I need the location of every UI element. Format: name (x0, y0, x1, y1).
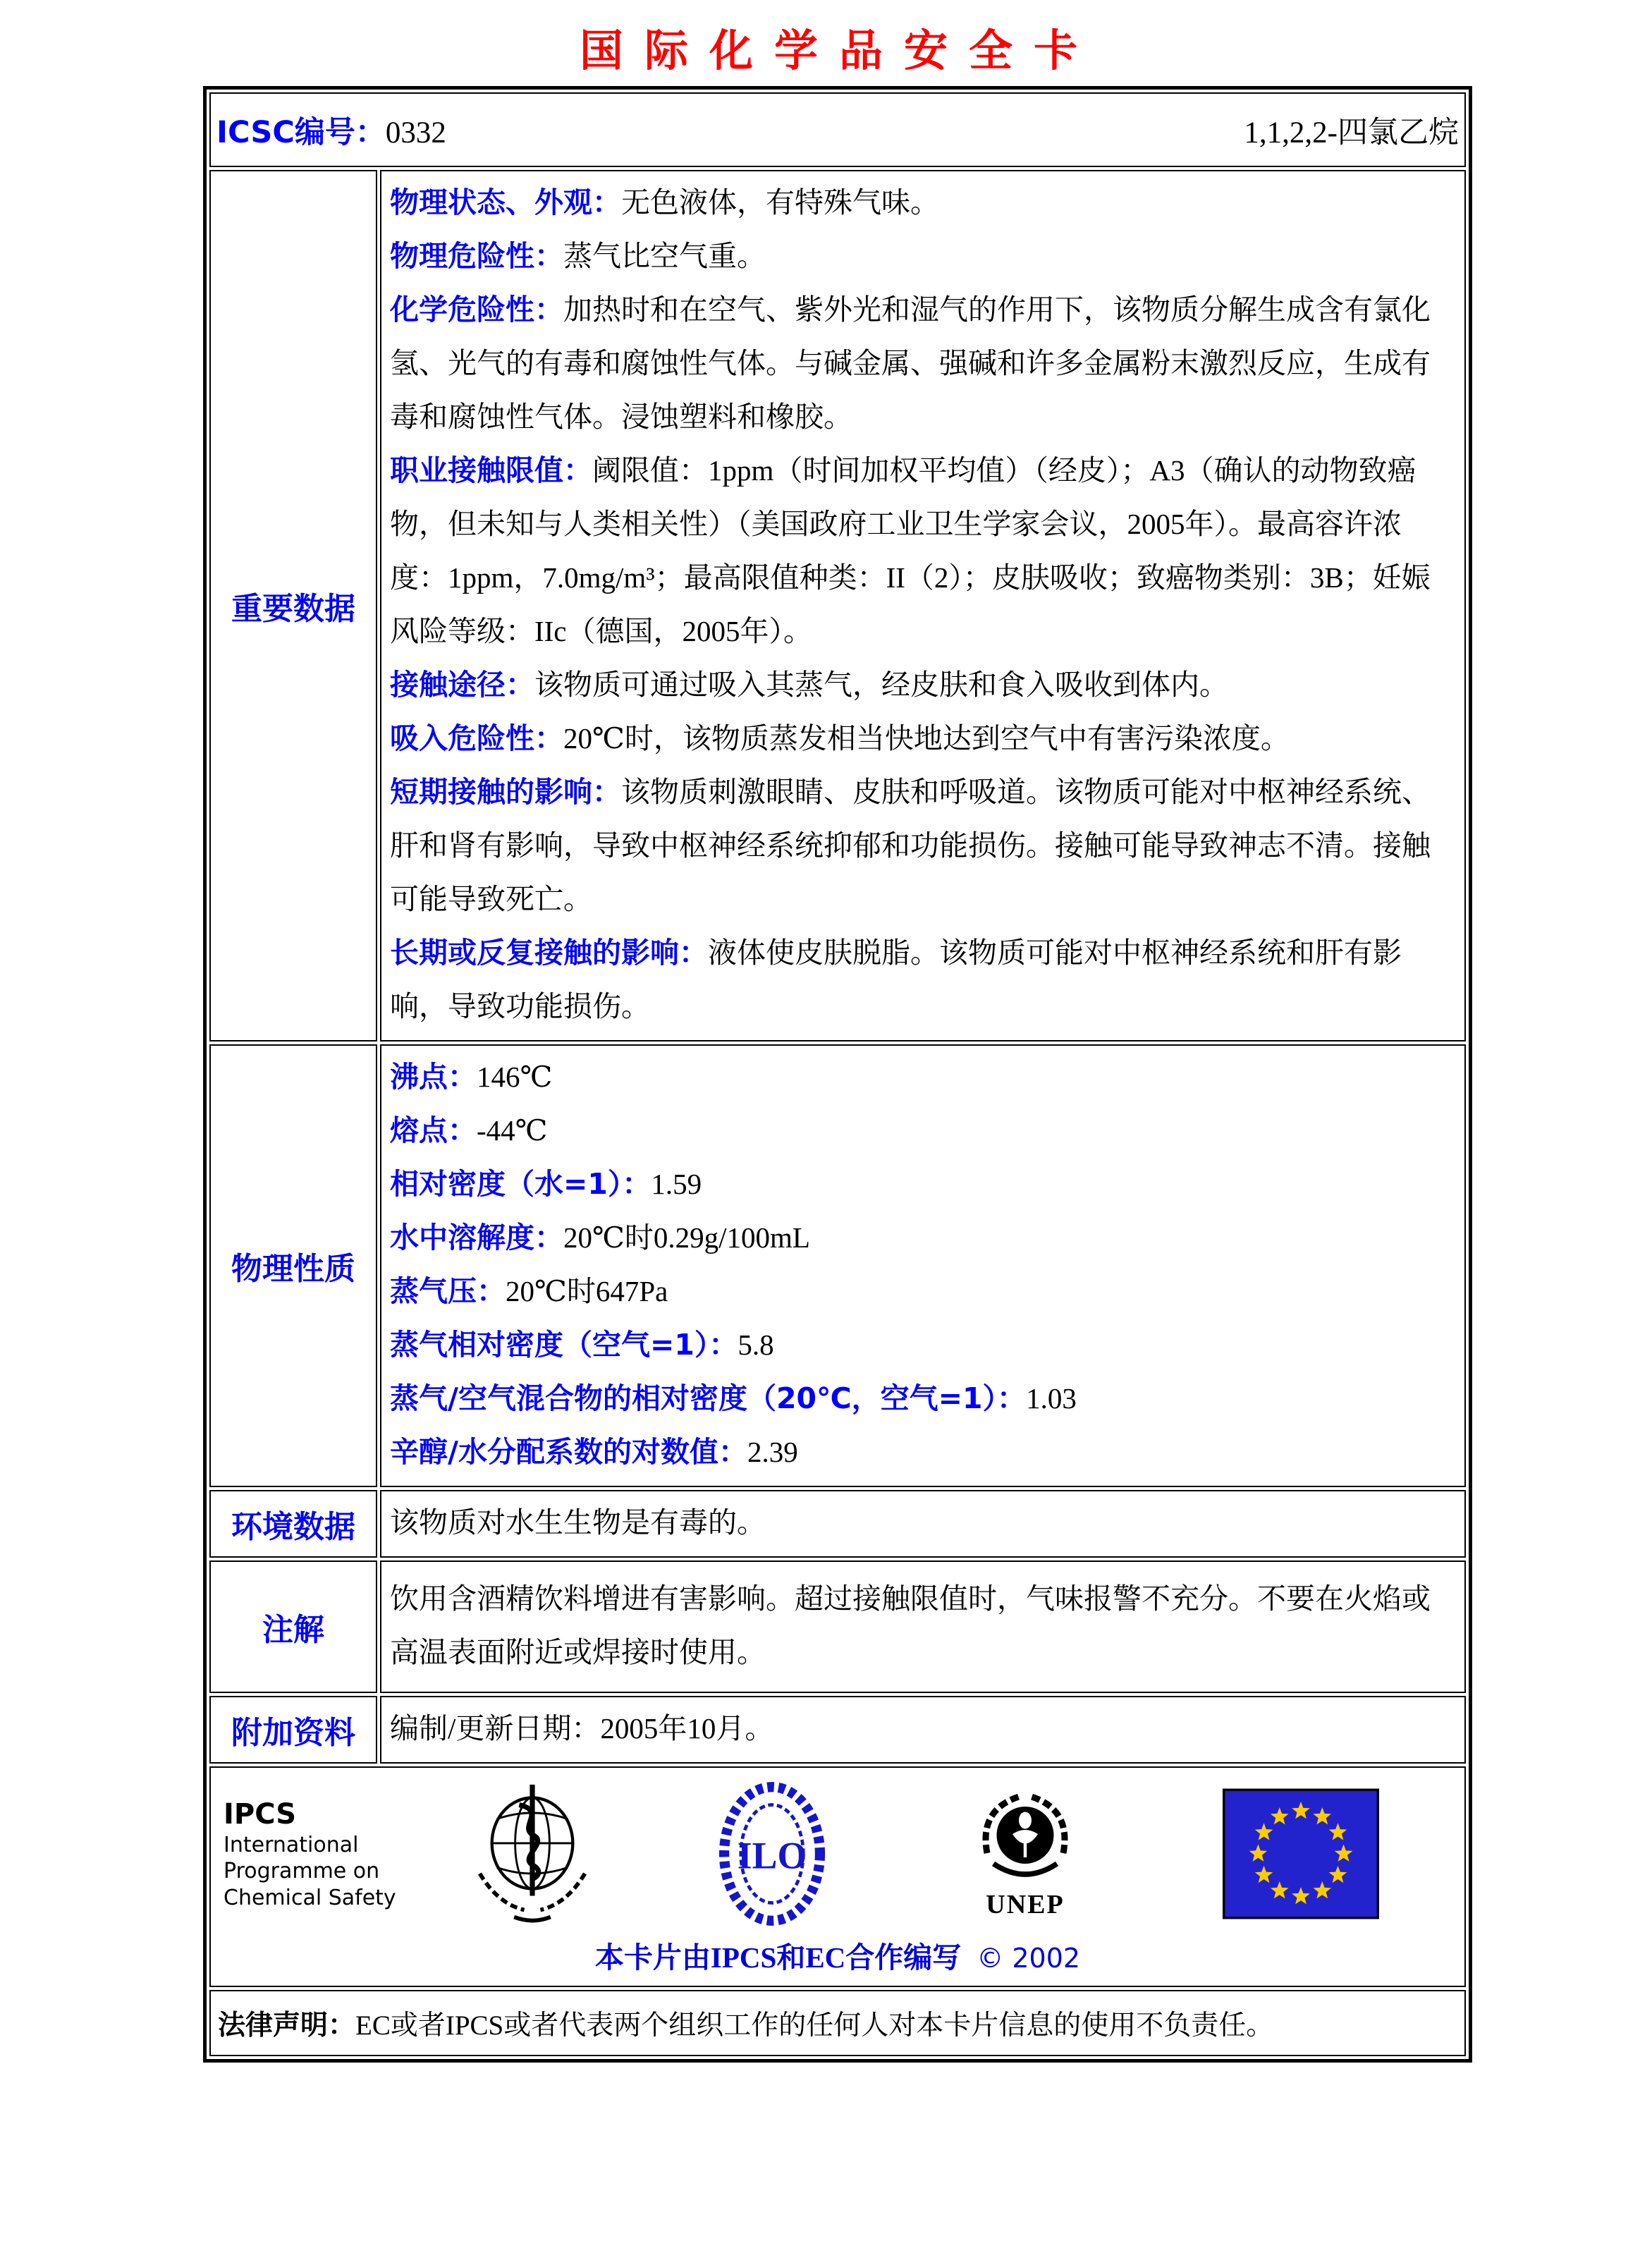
item-text: 蒸气比空气重。 (563, 240, 766, 273)
important-item (390, 926, 1456, 1033)
legal-cell (209, 1990, 1466, 2056)
row-label-important-data: 重要数据 (209, 170, 377, 1042)
eu-flag-icon (1223, 1788, 1379, 1919)
important-item (390, 658, 1456, 711)
important-item (390, 711, 1456, 765)
item-label: 短期接触的影响： (390, 775, 621, 810)
ipcs-full-line: Chemical Safety (224, 1885, 396, 1910)
important-item (390, 176, 1456, 229)
physical-item (390, 1318, 1456, 1372)
important-item (390, 765, 1456, 926)
environment-data-content: 该物质对水生生物是有毒的。 (380, 1490, 1466, 1558)
important-data-row (209, 170, 1466, 1042)
legal-row (209, 1990, 1466, 2056)
chemical-name: 1,1,2,2-四氯乙烷 (1244, 116, 1459, 149)
credit-text: 本卡片由IPCS和EC合作编写 (594, 1941, 962, 1974)
ilo-logo-icon (716, 1781, 828, 1926)
row-label-physical-properties: 物理性质 (209, 1044, 377, 1487)
item-label: 蒸气压： (390, 1274, 506, 1309)
legal-label: 法律声明： (218, 2010, 356, 2042)
item-text: 该物质可通过吸入其蒸气，经皮肤和食入吸收到体内。 (534, 668, 1228, 702)
physical-item (390, 1157, 1456, 1211)
item-label: 吸入危险性： (390, 721, 563, 756)
physical-properties-content (380, 1044, 1466, 1487)
unep-logo-block (972, 1788, 1078, 1920)
important-item (390, 283, 1456, 444)
unep-logo-text: UNEP (986, 1890, 1065, 1920)
item-text: 20℃时，该物质蒸发相当快地达到空气中有害污染浓度。 (563, 722, 1290, 755)
icsc-number-value: 0332 (385, 116, 446, 149)
item-text: 2.39 (747, 1436, 798, 1469)
item-text: 1.59 (651, 1168, 702, 1201)
ipcs-full-line: Programme on (224, 1859, 380, 1884)
notes-row (209, 1560, 1466, 1693)
row-label-additional-info: 附加资料 (209, 1696, 377, 1764)
row-label-environment-data: 环境数据 (209, 1490, 377, 1558)
item-label: 接触途径： (390, 668, 534, 702)
logos-cell (209, 1766, 1466, 1987)
who-logo-icon (472, 1780, 593, 1927)
additional-info-content: 编制/更新日期：2005年10月。 (380, 1696, 1466, 1764)
important-item (390, 229, 1456, 283)
item-text: -44℃ (477, 1114, 548, 1147)
item-text: 液体使皮肤脱脂。该物质可能对中枢神经系统和肝有影响，导致功能损伤。 (390, 936, 1402, 1023)
row-label-notes: 注解 (209, 1560, 377, 1693)
ilo-logo-text: ILO (737, 1834, 807, 1877)
page-title: 国际化学品安全卡 (579, 25, 1099, 76)
item-text: 146℃ (477, 1061, 553, 1094)
item-label: 水中溶解度： (390, 1221, 563, 1255)
ipcs-text-block (224, 1797, 415, 1912)
item-label: 物理危险性： (390, 239, 563, 274)
item-label: 职业接触限值： (390, 453, 592, 488)
item-text: 加热时和在空气、紫外光和湿气的作用下，该物质分解生成含有氯化氢、光气的有毒和腐蚀性气体。与碱金属、强碱和许多金属粉末激烈反应，生成有毒和腐蚀性气体。浸蚀塑料和橡胶。 (390, 293, 1431, 434)
environment-data-row (209, 1490, 1466, 1558)
item-label: 辛醇/水分配系数的对数值： (390, 1435, 747, 1470)
item-label: 化学危险性： (390, 293, 563, 327)
additional-info-row (209, 1696, 1466, 1764)
ipcs-full-line: International (224, 1832, 359, 1857)
physical-item (390, 1211, 1456, 1264)
item-text: 无色液体，有特殊气味。 (621, 186, 939, 219)
item-label: 蒸气/空气混合物的相对密度（20℃，空气=1）： (390, 1381, 1027, 1416)
icsc-number-label: ICSC编号： (216, 114, 386, 150)
important-item (390, 444, 1456, 658)
item-label: 沸点： (390, 1060, 477, 1094)
icsc-number-group (216, 109, 446, 152)
item-label: 蒸气相对密度（空气=1）： (390, 1328, 738, 1362)
header-cell (209, 92, 1466, 167)
item-text: 20℃时0.29g/100mL (563, 1221, 810, 1254)
physical-item (390, 1264, 1456, 1318)
item-label: 物理状态、外观： (390, 185, 621, 220)
header-row (209, 92, 1466, 167)
credit-line (211, 1934, 1464, 1976)
item-text: 1.03 (1026, 1382, 1077, 1415)
item-text: 5.8 (738, 1328, 774, 1362)
ipcs-abbr: IPCS (224, 1797, 297, 1831)
physical-properties-row (209, 1044, 1466, 1487)
item-label: 相对密度（水=1）： (390, 1167, 651, 1202)
physical-item (390, 1050, 1456, 1104)
item-text: 阈限值：1ppm（时间加权平均值）（经皮）；A3（确认的动物致癌物，但未知与人类相关性）（美国政府工业卫生学家会议，2005年）。最高容许浓度：1ppm，7.0mg/m³；最高限值种类：II（2）；皮肤吸收；致癌物类别：3B；妊娠风险等级：IIc（德国，2005年）。 (390, 454, 1431, 648)
physical-item (390, 1372, 1456, 1425)
item-text: 20℃时647Pa (506, 1275, 668, 1308)
unep-logo-icon (972, 1788, 1078, 1893)
notes-content: 饮用含酒精饮料增进有害影响。超过接触限值时，气味报警不充分。不要在火焰或高温表面附近或焊接时使用。 (380, 1560, 1466, 1693)
item-text: 该物质刺激眼睛、皮肤和呼吸道。该物质可能对中枢神经系统、肝和肾有影响，导致中枢神经系统抑郁和功能损伤。接触可能导致神志不清。接触可能导致死亡。 (390, 776, 1431, 916)
copyright-text: © 2002 (977, 1943, 1081, 1974)
logos-row (209, 1766, 1466, 1987)
legal-text: EC或者IPCS或者代表两个组织工作的任何人对本卡片信息的使用不负责任。 (355, 2010, 1274, 2041)
item-label: 长期或反复接触的影响： (390, 936, 708, 970)
important-data-content (380, 170, 1466, 1042)
physical-item (390, 1425, 1456, 1479)
icsc-table (203, 86, 1472, 2063)
physical-item (390, 1104, 1456, 1157)
item-label: 熔点： (390, 1113, 477, 1148)
